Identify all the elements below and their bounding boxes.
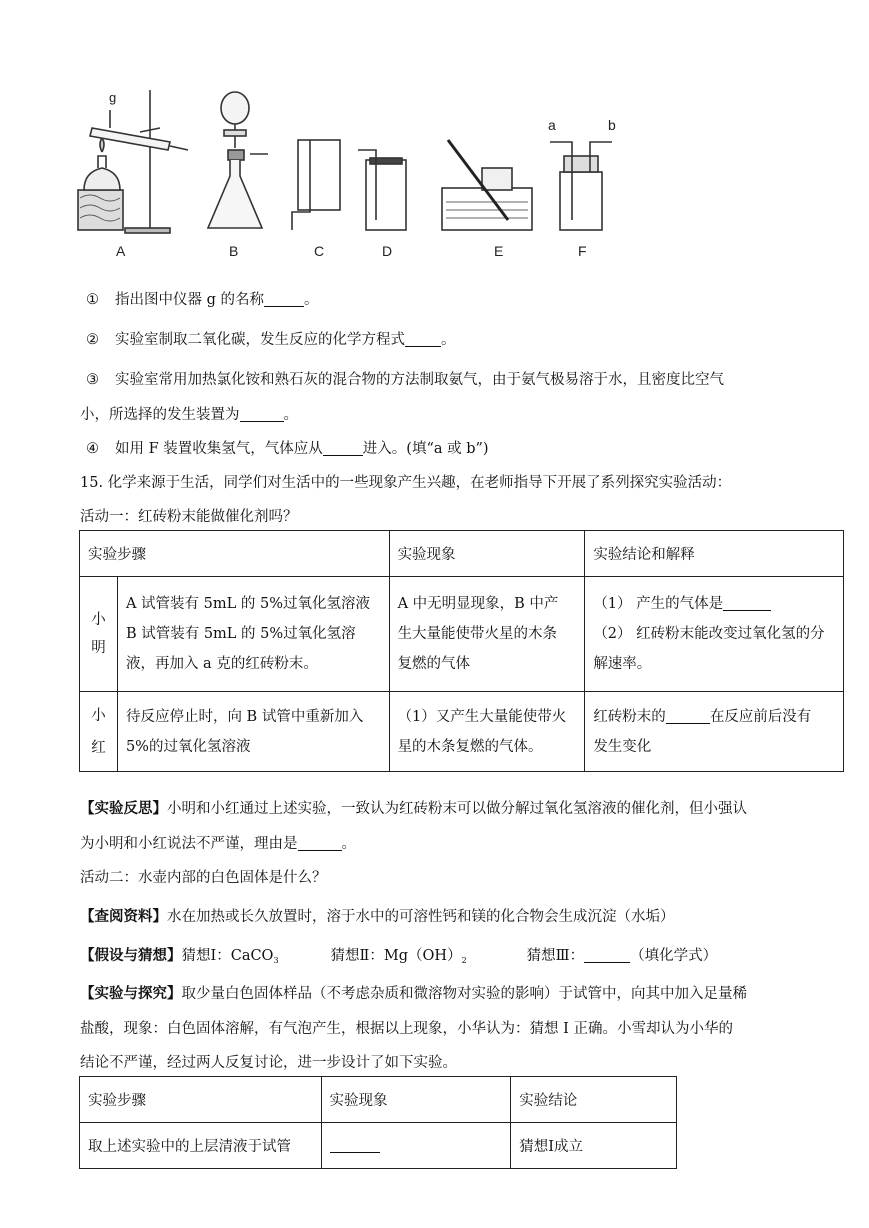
label-a: a: [548, 117, 556, 133]
apparatus-d-icon: [358, 150, 406, 230]
table-header: 实验结论: [511, 1077, 677, 1123]
reflection-line-1: 【实验反思】小明和小红通过上述实验，一致认为红砖粉末可以做分解过氧化氢溶液的催化剂，但小强认: [80, 800, 747, 817]
label-g: g: [109, 90, 117, 105]
info-line: 【查阅资料】水在加热或长久放置时，溶于水中的可溶性钙和镁的化合物会生成沉淀（水垢）: [80, 908, 675, 925]
apparatus-e-icon: [442, 140, 532, 230]
apparatus-b-icon: [208, 92, 268, 228]
steps-cell: 取上述实验中的上层清液于试管: [80, 1123, 322, 1169]
apparatus-c-icon: [292, 140, 340, 230]
figure-label-b: B: [229, 243, 239, 259]
figure-label-e: E: [494, 243, 504, 259]
table-header: 实验步骤: [80, 1077, 322, 1123]
apparatus-f-icon: [550, 142, 612, 230]
activity-2-title: 活动二：水壶内部的白色固体是什么？: [80, 870, 327, 886]
reflection-line-2: 为小明和小红说法不严谨，理由是 。: [80, 836, 356, 852]
explore-line-2: 盐酸，现象：白色固体溶解，有气泡产生，根据以上现象，小华认为：猜想 Ⅰ 正确。小雪却认为小华的: [80, 1021, 733, 1037]
table-row: [80, 692, 844, 772]
phenomena-cell: A 中无明显现象，B 中产 生大量能使带火星的木条 复燃的气体: [389, 577, 585, 692]
table-header-row: [80, 1077, 677, 1123]
steps-cell: 待反应停止时，向 B 试管中重新加入 5%的过氧化氢溶液: [117, 692, 389, 772]
experiment-table-1: [79, 530, 844, 772]
answer-blank[interactable]: [240, 405, 284, 422]
explore-line-3: 结论不严谨，经过两人反复讨论，进一步设计了如下实验。: [80, 1055, 457, 1071]
person-cell: 小 红: [80, 692, 118, 772]
steps-cell: A 试管装有 5mL 的 5%过氧化氢溶液 B 试管装有 5mL 的 5%过氧化氢溶 液，再加入 a 克的红砖粉末。: [117, 577, 389, 692]
figure-label-a: A: [116, 243, 126, 259]
q15-intro: 15. 化学来源于生活，同学们对生活中的一些现象产生兴趣，在老师指导下开展了系列探究实验活动：: [80, 475, 732, 491]
answer-blank[interactable]: [264, 290, 304, 307]
phenomena-cell: [321, 1123, 511, 1169]
answer-blank[interactable]: [330, 1137, 380, 1154]
experiment-table-2: [79, 1076, 677, 1169]
answer-blank[interactable]: [323, 439, 363, 456]
explore-line-1: 【实验与探究】取少量白色固体样品（不考虑杂质和微溶物对实验的影响）于试管中，向其中加入足量稀: [80, 985, 747, 1002]
table-header: 实验结论和解释: [585, 531, 844, 577]
conclusion-cell: （1） 产生的气体是 （2） 红砖粉末能改变过氧化氢的分 解速率。: [585, 577, 844, 692]
answer-blank[interactable]: [666, 707, 710, 724]
figure-label-f: F: [578, 243, 587, 259]
conclusion-cell: 红砖粉末的 在反应前后没有 发生变化: [585, 692, 844, 772]
table-header: 实验步骤: [80, 531, 390, 577]
answer-blank[interactable]: [405, 330, 441, 347]
table-header: 实验现象: [389, 531, 585, 577]
q14-item-3-line2: 小，所选择的发生装置为 。: [80, 407, 298, 423]
figure-label-c: C: [314, 243, 325, 259]
apparatus-figure: [70, 80, 630, 265]
table-row: [80, 577, 844, 692]
q14-item-1: ① 指出图中仪器 g 的名称 。: [86, 292, 319, 308]
answer-blank[interactable]: [584, 946, 630, 963]
figure-label-d: D: [382, 243, 393, 259]
phenomena-cell: （1）又产生大量能使带火 星的木条复燃的气体。: [389, 692, 585, 772]
answer-blank[interactable]: [298, 834, 342, 851]
q14-item-4: ④ 如用 F 装置收集氢气，气体应从 进入。(填“a 或 b”): [86, 441, 489, 457]
label-b: b: [608, 117, 616, 133]
answer-blank[interactable]: [723, 594, 771, 611]
table-header: 实验现象: [321, 1077, 511, 1123]
apparatus-a-icon: [78, 90, 188, 233]
q14-item-3-line1: ③ 实验室常用加热氯化铵和熟石灰的混合物的方法制取氨气，由于氨气极易溶于水，且密度比空气: [86, 372, 724, 388]
table-header-row: [80, 531, 844, 577]
person-cell: 小 明: [80, 577, 118, 692]
table-row: [80, 1123, 677, 1169]
q14-item-2: ② 实验室制取二氧化碳，发生反应的化学方程式 。: [86, 332, 456, 348]
conclusion-cell: 猜想Ⅰ成立: [511, 1123, 677, 1169]
hypothesis-line: 【假设与猜想】猜想Ⅰ：CaCO$_3$ 猜想Ⅱ：$Mg(OH)_2$ 猜想Ⅲ： （填化学式）: [80, 947, 718, 965]
activity-1-title: 活动一：红砖粉末能做催化剂吗？: [80, 509, 298, 525]
